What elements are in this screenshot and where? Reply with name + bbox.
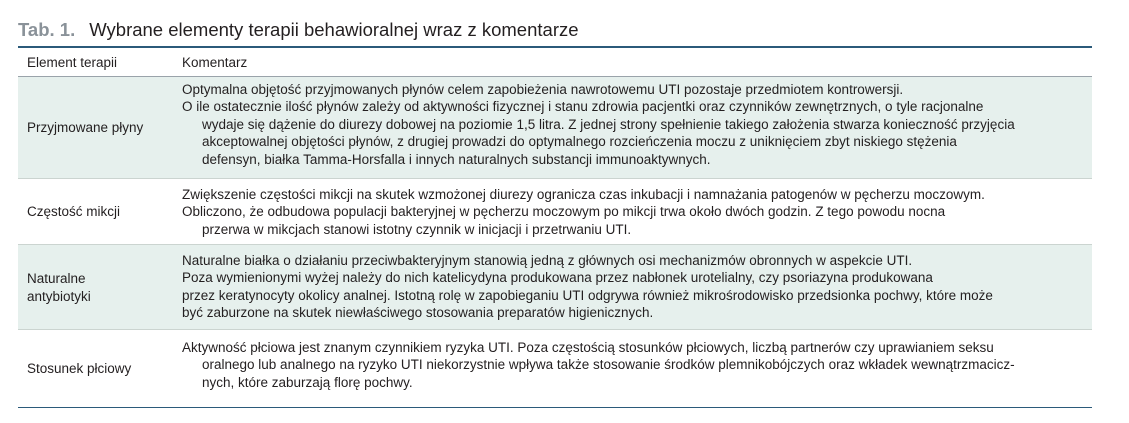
comment-line: oralnego lub analnego na ryzyko UTI niekorzystnie wpływa także stosowanie środków plemnikobójczych oraz wkładek wewnątrzmacicz-: [202, 357, 1015, 373]
comment-line: Zwiększenie częstości mikcji na skutek wzmożonej diurezy ogranicza czas inkubacji i namnażania patogenów w pęcherzu moczowym.: [182, 187, 985, 202]
cell-element: [27, 179, 177, 245]
table-row-intercourse: [18, 330, 1092, 407]
cell-comment: [182, 339, 1082, 391]
table-top-rule: [18, 46, 1092, 48]
header-element: Element terapii: [27, 55, 118, 70]
table-title-text: Wybrane elementy terapii behawioralnej wraz z komentarze: [89, 19, 579, 40]
table-bottom-rule: [18, 407, 1092, 408]
comment-line: akceptowalnej objętości płynów, z drugiej prowadzi do optymalnego rozcieńczenia moczu z uniknięciem zbyt niskiego stężenia: [202, 134, 957, 150]
element-label-line: antybiotyki: [27, 288, 91, 304]
comment-line: Optymalna objętość przyjmowanych płynów celem zapobieżenia nawrotowemu UTI pozostaje przedmiotem kontrowersji.: [182, 82, 904, 97]
comment-line: defensyn, białka Tamma-Horsfalla i innych naturalnych substancji immunoaktywnych.: [202, 151, 711, 167]
element-label-line: Naturalne: [27, 271, 86, 287]
cell-comment: [182, 81, 1082, 168]
cell-comment: [182, 186, 1082, 238]
table-row-natural-antibiotics: [18, 245, 1092, 330]
cell-element: [27, 330, 177, 407]
table-label: Tab. 1.: [18, 19, 76, 40]
cell-element: [27, 245, 177, 330]
comment-line: być zaburzone na skutek niewłaściwego stosowania preparatów higienicznych.: [182, 305, 654, 321]
comment-line: nych, które zaburzają florę pochwy.: [202, 374, 413, 390]
comment-line: przerwa w mikcjach stanowi istotny czynnik w inicjacji i przetrwaniu UTI.: [202, 221, 632, 237]
element-label: Przyjmowane płyny: [27, 120, 144, 136]
table-row-micturition: [18, 179, 1092, 245]
comment-line: przez keratynocyty okolicy analnej. Istotną rolę w zapobieganiu UTI odgrywa również mikrośrodowisko przedsionka pochwy, które może: [182, 287, 993, 303]
comment-line: Naturalne białka o działaniu przeciwbakteryjnym stanowią jedną z głównych osi mechanizmów obronnych w aspekcie UTI.: [182, 253, 913, 268]
cell-element: [27, 77, 177, 179]
comment-line: wydaje się dążenie do diurezy dobowej na poziomie 1,5 litra. Z jednej strony spełnienie takiego założenia stwarza konieczność przyjęcia: [202, 116, 1015, 132]
header-comment: Komentarz: [182, 55, 248, 70]
element-label: Częstość mikcji: [27, 204, 121, 220]
comment-line: Aktywność płciowa jest znanym czynnikiem ryzyka UTI. Poza częstością stosunków płciowych, liczbą partnerów czy uprawianiem seksu: [182, 340, 994, 355]
table-header: [18, 50, 1092, 76]
comment-line: Poza wymienionymi wyżej należy do nich katelicydyna produkowana przez nabłonek urotelialny, czy psoriazyna produkowana: [182, 270, 933, 286]
comment-line: Obliczono, że odbudowa populacji bakteryjnej w pęcherzu moczowym po mikcji trwa około dwóch godzin. Z tego powodu nocna: [182, 204, 946, 220]
table-row-fluids: [18, 77, 1092, 179]
element-label: Stosunek płciowy: [27, 360, 132, 376]
comment-line: O ile ostatecznie ilość płynów zależy od aktywności fizycznej i stanu zdrowia pacjentki oraz czynników zewnętrznych, o tyle racjonalne: [182, 99, 984, 115]
cell-comment: [182, 252, 1082, 322]
table-title: [18, 19, 579, 41]
